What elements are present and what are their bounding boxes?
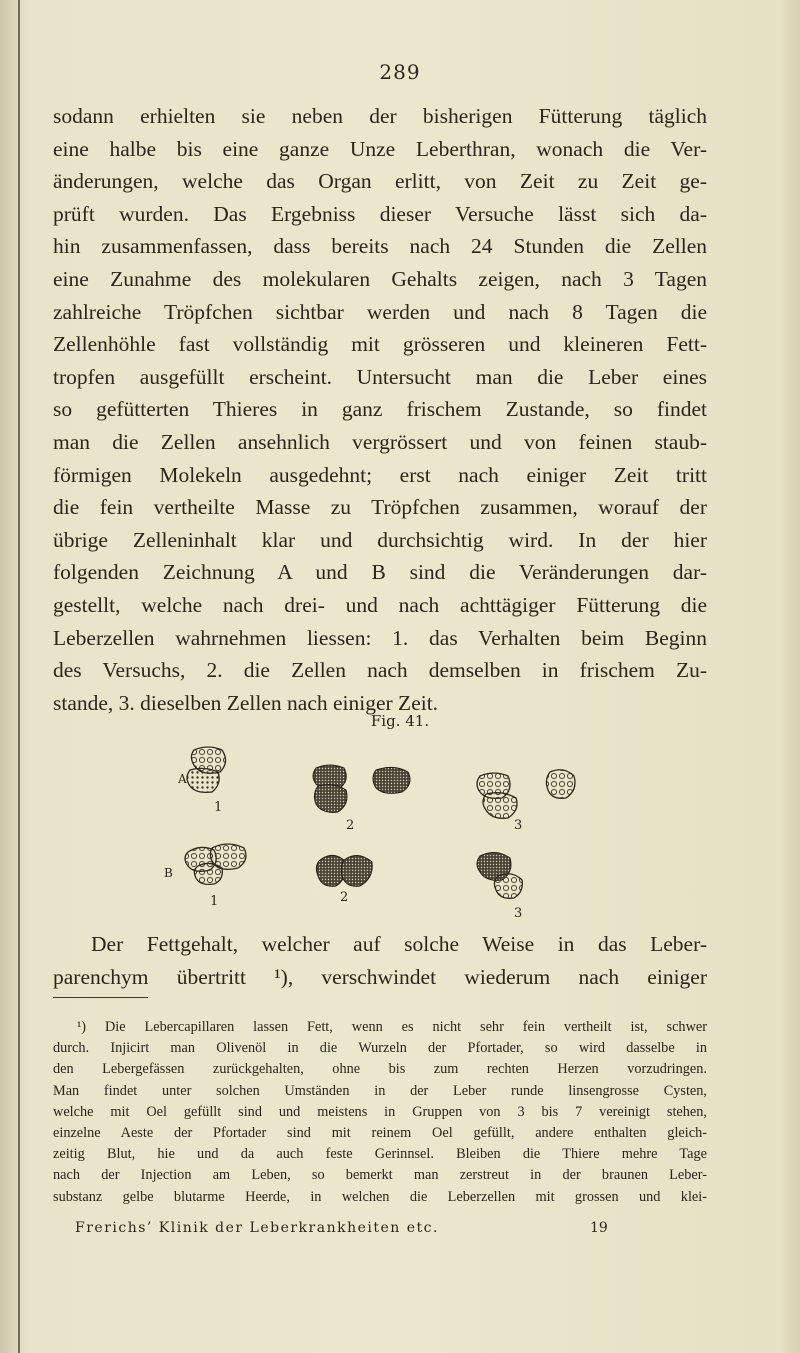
cell-b1 [185,844,246,884]
page-edge-shadow [18,0,20,1353]
cell-a3 [477,770,575,819]
text-line: Leberzellen wahrnehmen liessen: 1. das Verhalten beim Beginn [53,625,707,650]
cell-label-a3: 3 [514,818,523,833]
footnote-line: nach der Injection am Leben, so bemerkt man zerstreut in der braunen Leber- [53,1167,707,1184]
text-line: folgenden Zeichnung A und B sind die Veränderungen dar- [53,560,707,585]
text-line: zahlreiche Tröpfchen sichtbar werden und nach 8 Tagen die [53,299,707,324]
text-line: prüft wurden. Das Ergebniss dieser Versuche lässt sich da- [53,201,707,226]
liver-cells-drawing [150,740,610,930]
text-line: gestellt, welche nach drei- und nach achttägiger Fütterung die [53,592,707,617]
text-line: tropfen ausgefüllt erscheint. Untersucht man die Leber eines [53,364,707,389]
cell-a2 [313,765,410,812]
signature-title: Frerichs’ Klinik der Leberkrankheiten etc. [75,1220,439,1236]
page-number: 289 [379,60,421,84]
text-line: Der Fettgehalt, welcher auf solche Weise in das Leber- [91,932,707,956]
cell-b2 [316,855,372,886]
cell-label-a2: 2 [346,818,355,833]
text-line: eine Zunahme des molekularen Gehalts zeigen, nach 3 Tagen [53,266,707,291]
figure-41-illustration [150,740,610,930]
footnote-line: Man findet unter solchen Umständen in der Leber runde linsengrosse Cysten, [53,1082,707,1099]
footnote-line: einzelne Aeste der Pfortader sind mit reinem Oel gefüllt, andere enthalten gleich- [53,1125,707,1142]
footnote-line: ¹) Die Lebercapillaren lassen Fett, wenn es nicht sehr fein vertheilt ist, schwer [77,1019,707,1035]
signature-number: 19 [590,1220,608,1236]
row-label-a: A [178,772,187,786]
text-line: änderungen, welche das Organ erlitt, von Zeit zu Zeit ge- [53,169,707,194]
text-line: förmigen Molekeln ausgedehnt; erst nach einiger Zeit tritt [53,462,707,487]
cell-label-b2: 2 [340,890,349,905]
text-line: eine halbe bis eine ganze Unze Leberthran, wonach die Ver- [53,136,707,161]
footnote-line: welche mit Oel gefüllt sind und meistens in Gruppen von 3 bis 7 vereinigt stehen, [53,1103,707,1120]
footnote [53,1017,707,1208]
text-line: stande, 3. dieselben Zellen nach einiger Zeit. [53,690,439,715]
cell-label-b1: 1 [210,894,219,909]
text-line: Zellenhöhle fast vollständig mit grösseren und kleineren Fett- [53,332,707,357]
cell-b3 [477,852,522,898]
text-line: des Versuchs, 2. die Zellen nach demselben in frischem Zu- [53,658,707,683]
footnote-divider [53,997,148,998]
footnote-line: substanz gelbe blutarme Heerde, in welchen die Leberzellen mit grossen und klei- [53,1188,707,1205]
cell-label-a1: 1 [214,800,223,815]
text-line: man die Zellen ansehnlich vergrössert und von feinen staub- [53,429,707,454]
footnote-line: zeitig Blut, hie und da auch feste Gerinnsel. Bleiben die Thiere mehre Tage [53,1146,707,1163]
text-line: hin zusammenfassen, dass bereits nach 24 Stunden die Zellen [53,234,707,259]
row-label-b: B [164,866,173,880]
continuation-paragraph [53,928,707,994]
text-line: so gefütterten Thieres in ganz frischem Zustande, so findet [53,397,707,422]
text-line: sodann erhielten sie neben der bisherigen Fütterung täglich [53,104,707,128]
text-line: parenchym übertritt ¹), verschwindet wiederum nach einiger [53,965,707,989]
main-paragraph [53,100,707,719]
signature-line [75,1220,615,1236]
figure-caption: Fig. 41. [370,712,430,730]
footnote-line: durch. Injicirt man Olivenöl in die Wurzeln der Pfortader, so wird dasselbe in [53,1040,707,1057]
text-line: die fein vertheilte Masse zu Tröpfchen zusammen, worauf der [53,495,707,520]
cell-label-b3: 3 [514,906,523,921]
cell-a1 [187,747,226,792]
text-line: übrige Zelleninhalt klar und durchsichtig wird. In der hier [53,527,707,552]
footnote-line: den Lebergefässen zurückgehalten, ohne bis zum rechten Herzen vorzudringen. [53,1061,707,1078]
